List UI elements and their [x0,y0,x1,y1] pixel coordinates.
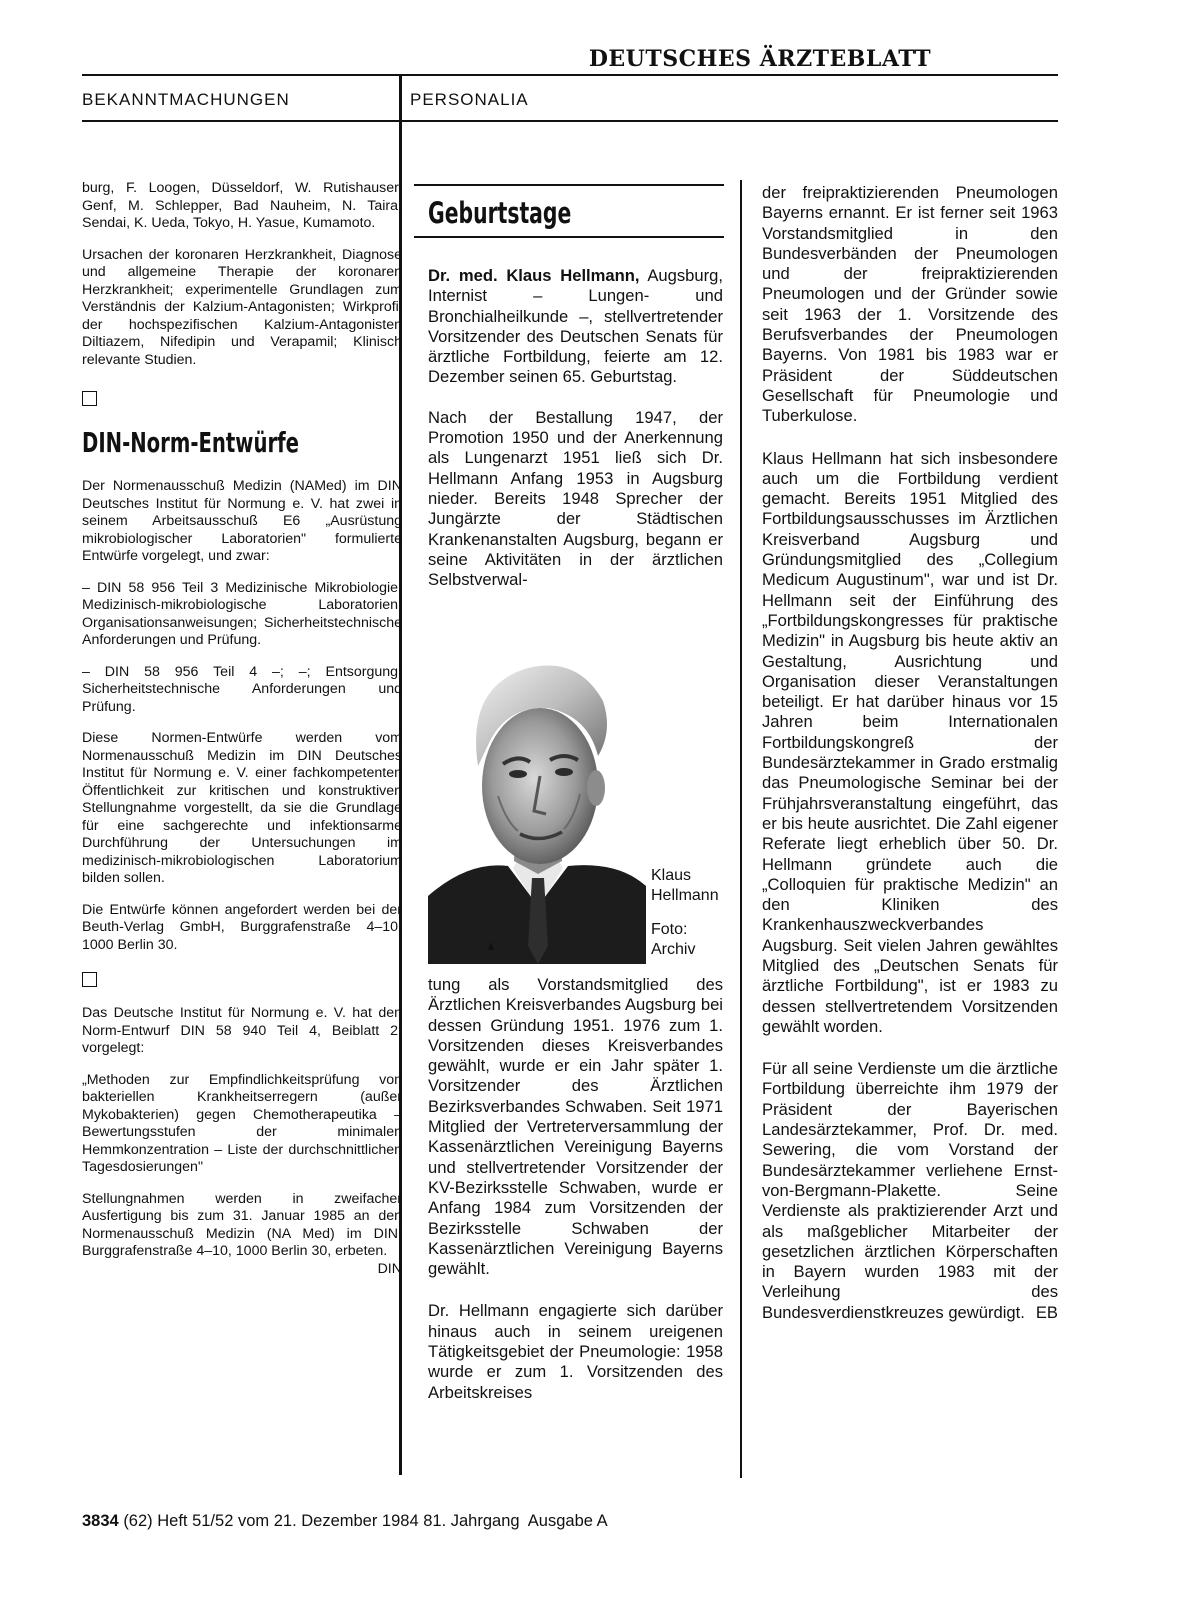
paragraph: Ursachen der koronaren Herzkrankheit, Diagnose und allgemeine Therapie der koronaren Herzkrankheit; experimentelle Grundlagen zum Verständnis der Kalzium-Antagonisten; Wirkprofil der hochspezifischen Kalzium-Antagonisten Diltiazem, Nifedipin und Verapamil; Klinisch relevante Studien. [82,246,402,368]
portrait-photo [428,646,646,964]
masthead-rule [82,74,1058,76]
signature: EB [1035,1302,1058,1322]
paragraph-text: Stellungnahmen werden in zweifacher Ausfertigung bis zum 31. Januar 1985 an den Normenausschuß Medizin (NA Med) im DIN, Burggrafenstraße 4–10, 1000 Berlin 30, erbeten. [82,1190,402,1259]
section-marker-box [82,972,97,987]
paragraph [428,266,723,388]
page-footer [82,1512,608,1531]
paragraph: Die Entwürfe können angefordert werden bei der Beuth-Verlag GmbH, Burggrafenstraße 4–10, 1000 Berlin 30. [82,901,402,953]
paragraph [762,1059,1058,1323]
photo-caption-credit: Foto: Archiv [651,921,696,958]
paragraph: – DIN 58 956 Teil 3 Medizinische Mikrobiologie; Medizinisch-mikrobiologische Laboratorien; Organisationsanweisungen; Sicherheitstechnische Anforderungen und Prüfung. [82,579,402,648]
section-rule [82,120,1058,122]
paragraph-text: Für all seine Verdienste um die ärztliche Fortbildung überreichte ihm 1979 der Präsident der Bayerischen Landesärztekammer, Prof. Dr. med. Sewering, die vom Vorstand der Bundesärztekammer verliehene Ernst-von-Bergmann-Plakette. Seine Verdienste als praktizierender Arzt und als maßgeblicher Mitarbeiter der gesetzlichen ärztlichen Körperschaften in Bayern wurden 1983 mit der Verleihung des Bundesverdienstkreuzes gewürdigt. [762,1059,1058,1322]
paragraph: Dr. Hellmann engagierte sich darüber hinaus auch in seinem ureigenen Tätigkeitsgebiet der Pneumologie: 1958 wurde er zum 1. Vorsitzenden des Arbeitskreises [428,1301,723,1402]
column-personalia-right [762,183,1058,1323]
paragraph: Diese Normen-Entwürfe werden vom Normenausschuß Medizin im DIN Deutsches Institut für Normung e. V. einer fachkompetenten Öffentlichkeit zur kritischen und konstruktiven Stellungnahme vorgestellt, da sie die Grundlage für eine sachgerechte und infektionsarme Durchführung der Untersuchungen im medizinisch-mikrobiologischen Laboratorium bilden sollen. [82,730,402,886]
paragraph: Nach der Bestallung 1947, der Promotion 1950 und der Anerkennung als Lungenarzt 1951 ließ sich Dr. Hellmann Anfang 1953 in Augsburg nieder. Bereits 1948 Sprecher der Jungärzte der Städtischen Krankenanstalten Augsburg, begann er seine Aktivitäten in der ärztlichen Selbstverwal- [428,407,723,590]
paragraph: der freipraktizierenden Pneumologen Bayerns ernannt. Er ist ferner seit 1963 Vorstandsmitglied in den Bundesverbänden der Pneumologen und der freipraktizierenden Pneumologen und der Gründer sowie seit 1963 der 1. Vorsitzende des Berufsverbandes der Pneumologen Bayerns. Von 1981 bis 1983 war er Präsident der Süddeutschen Gesellschaft für Pneumologie und Tuberkulose. [762,183,1058,426]
paragraph: „Methoden zur Empfindlichkeitsprüfung von bakteriellen Krankheitserregern (außer Mykobakterien) gegen Chemotherapeutika – Bewertungsstufen der minimalen Hemmkonzentration – Liste der durchschnittlichen Tagesdosierungen" [82,1071,402,1175]
heading-geburtstage: Geburtstage [428,196,572,230]
paragraph [82,1190,402,1277]
signature: DIN [377,1260,402,1277]
section-label-bekanntmachungen: BEKANNTMACHUNGEN [82,90,290,109]
lead-name: Dr. med. Klaus Hellmann, [428,266,640,285]
column-divider-right [740,180,742,1478]
heading-rule-bottom [414,236,724,238]
column-personalia-top [428,266,723,604]
photo-caption-name: Klaus Hellmann [651,867,719,904]
portrait-illustration [428,646,646,964]
lead-text: Augsburg, Internist – Lungen- und Bronchialheilkunde –, stellvertretender Vorsitzender des Deutschen Senats für ärztliche Fortbildung, feierte am 12. Dezember seinen 65. Geburtstag. [428,266,724,387]
page-number: 3834 [82,1512,119,1530]
issue-info: (62) Heft 51/52 vom 21. Dezember 1984 81. Jahrgang Ausgabe A [123,1512,608,1530]
column-personalia-bottom [428,975,723,1417]
heading-din-norm: DIN-Norm-Entwürfe [82,426,300,459]
paragraph: burg, F. Loogen, Düsseldorf, W. Rutishauser, Genf, M. Schlepper, Bad Nauheim, N. Taira, Sendai, K. Ueda, Tokyo, H. Yasue, Kumamoto. [82,180,402,231]
paragraph: – DIN 58 956 Teil 4 –; –; Entsorgung; Sicherheitstechnische Anforderungen und Prüfung. [82,663,402,715]
paragraph: Der Normenausschuß Medizin (NAMed) im DIN Deutsches Institut für Normung e. V. hat zwei in seinem Arbeitsausschuß E6 „Ausrüstung mikrobiologischer Laboratorien" formulierte Entwürfe vorgelegt, und zwar: [82,478,402,564]
paragraph: Klaus Hellmann hat sich insbesondere auch um die Fortbildung verdient gemacht. Bereits 1951 Mitglied des Fortbildungsausschusses im Ärztlichen Kreisverband Augsburg und Gründungsmitglied des „Collegium Medicum Augustinum", war und ist Dr. Hellmann seit der Einführung des „Fortbildungskongresses für praktische Medizin" in Augsburg bis heute aktiv an Gestaltung, Ausrichtung und Organisation dieser Veranstaltungen beteiligt. Er hat darüber hinaus vor 15 Jahren beim Internationalen Fortbildungskongreß der Bundesärztekammer in Grado erstmalig das Pneumologische Seminar bei der Frühjahrsveranstaltung eingeführt, das er bis heute ausrichtet. Die Zahl eigener Referate liegt erheblich über 50. Dr. Hellmann gründete auch die „Colloquien für praktische Medizin" an den Kliniken des Krankenhauszweckverbandes Augsburg. Seit vielen Jahren gewähltes Mitglied des „Deutschen Senats für ärztliche Fortbildung", ist er 1983 zu dessen stellvertretendem Vorsitzenden gewählt worden. [762,448,1058,1036]
section-label-personalia: PERSONALIA [410,90,529,109]
masthead: DEUTSCHES ÄRZTEBLATT [588,46,932,72]
paragraph: tung als Vorstandsmitglied des Ärztlichen Kreisverbandes Augsburg bei dessen Gründung 1951. 1976 zum 1. Vorsitzenden dieses Kreisverbandes gewählt, wurde er ein Jahr später 1. Vorsitzender des Ärztlichen Bezirksverbandes Schwaben. Seit 1971 Mitglied der Vertreterversammlung der Kassenärztlichen Vereinigung Bayerns und stellvertretender Vorsitzender der KV-Bezirksstelle Schwaben, wurde er Anfang 1984 zum Vorsitzenden der Bezirksstelle Schwaben der Kassenärztlichen Vereinigung Bayerns gewählt. [428,975,723,1279]
paragraph: Das Deutsche Institut für Normung e. V. hat den Norm-Entwurf DIN 58 940 Teil 4, Beiblatt 2, vorgelegt: [82,1005,402,1056]
section-marker-box [82,391,97,406]
column-bekanntmachungen [82,180,402,1278]
heading-rule-top [414,184,724,186]
